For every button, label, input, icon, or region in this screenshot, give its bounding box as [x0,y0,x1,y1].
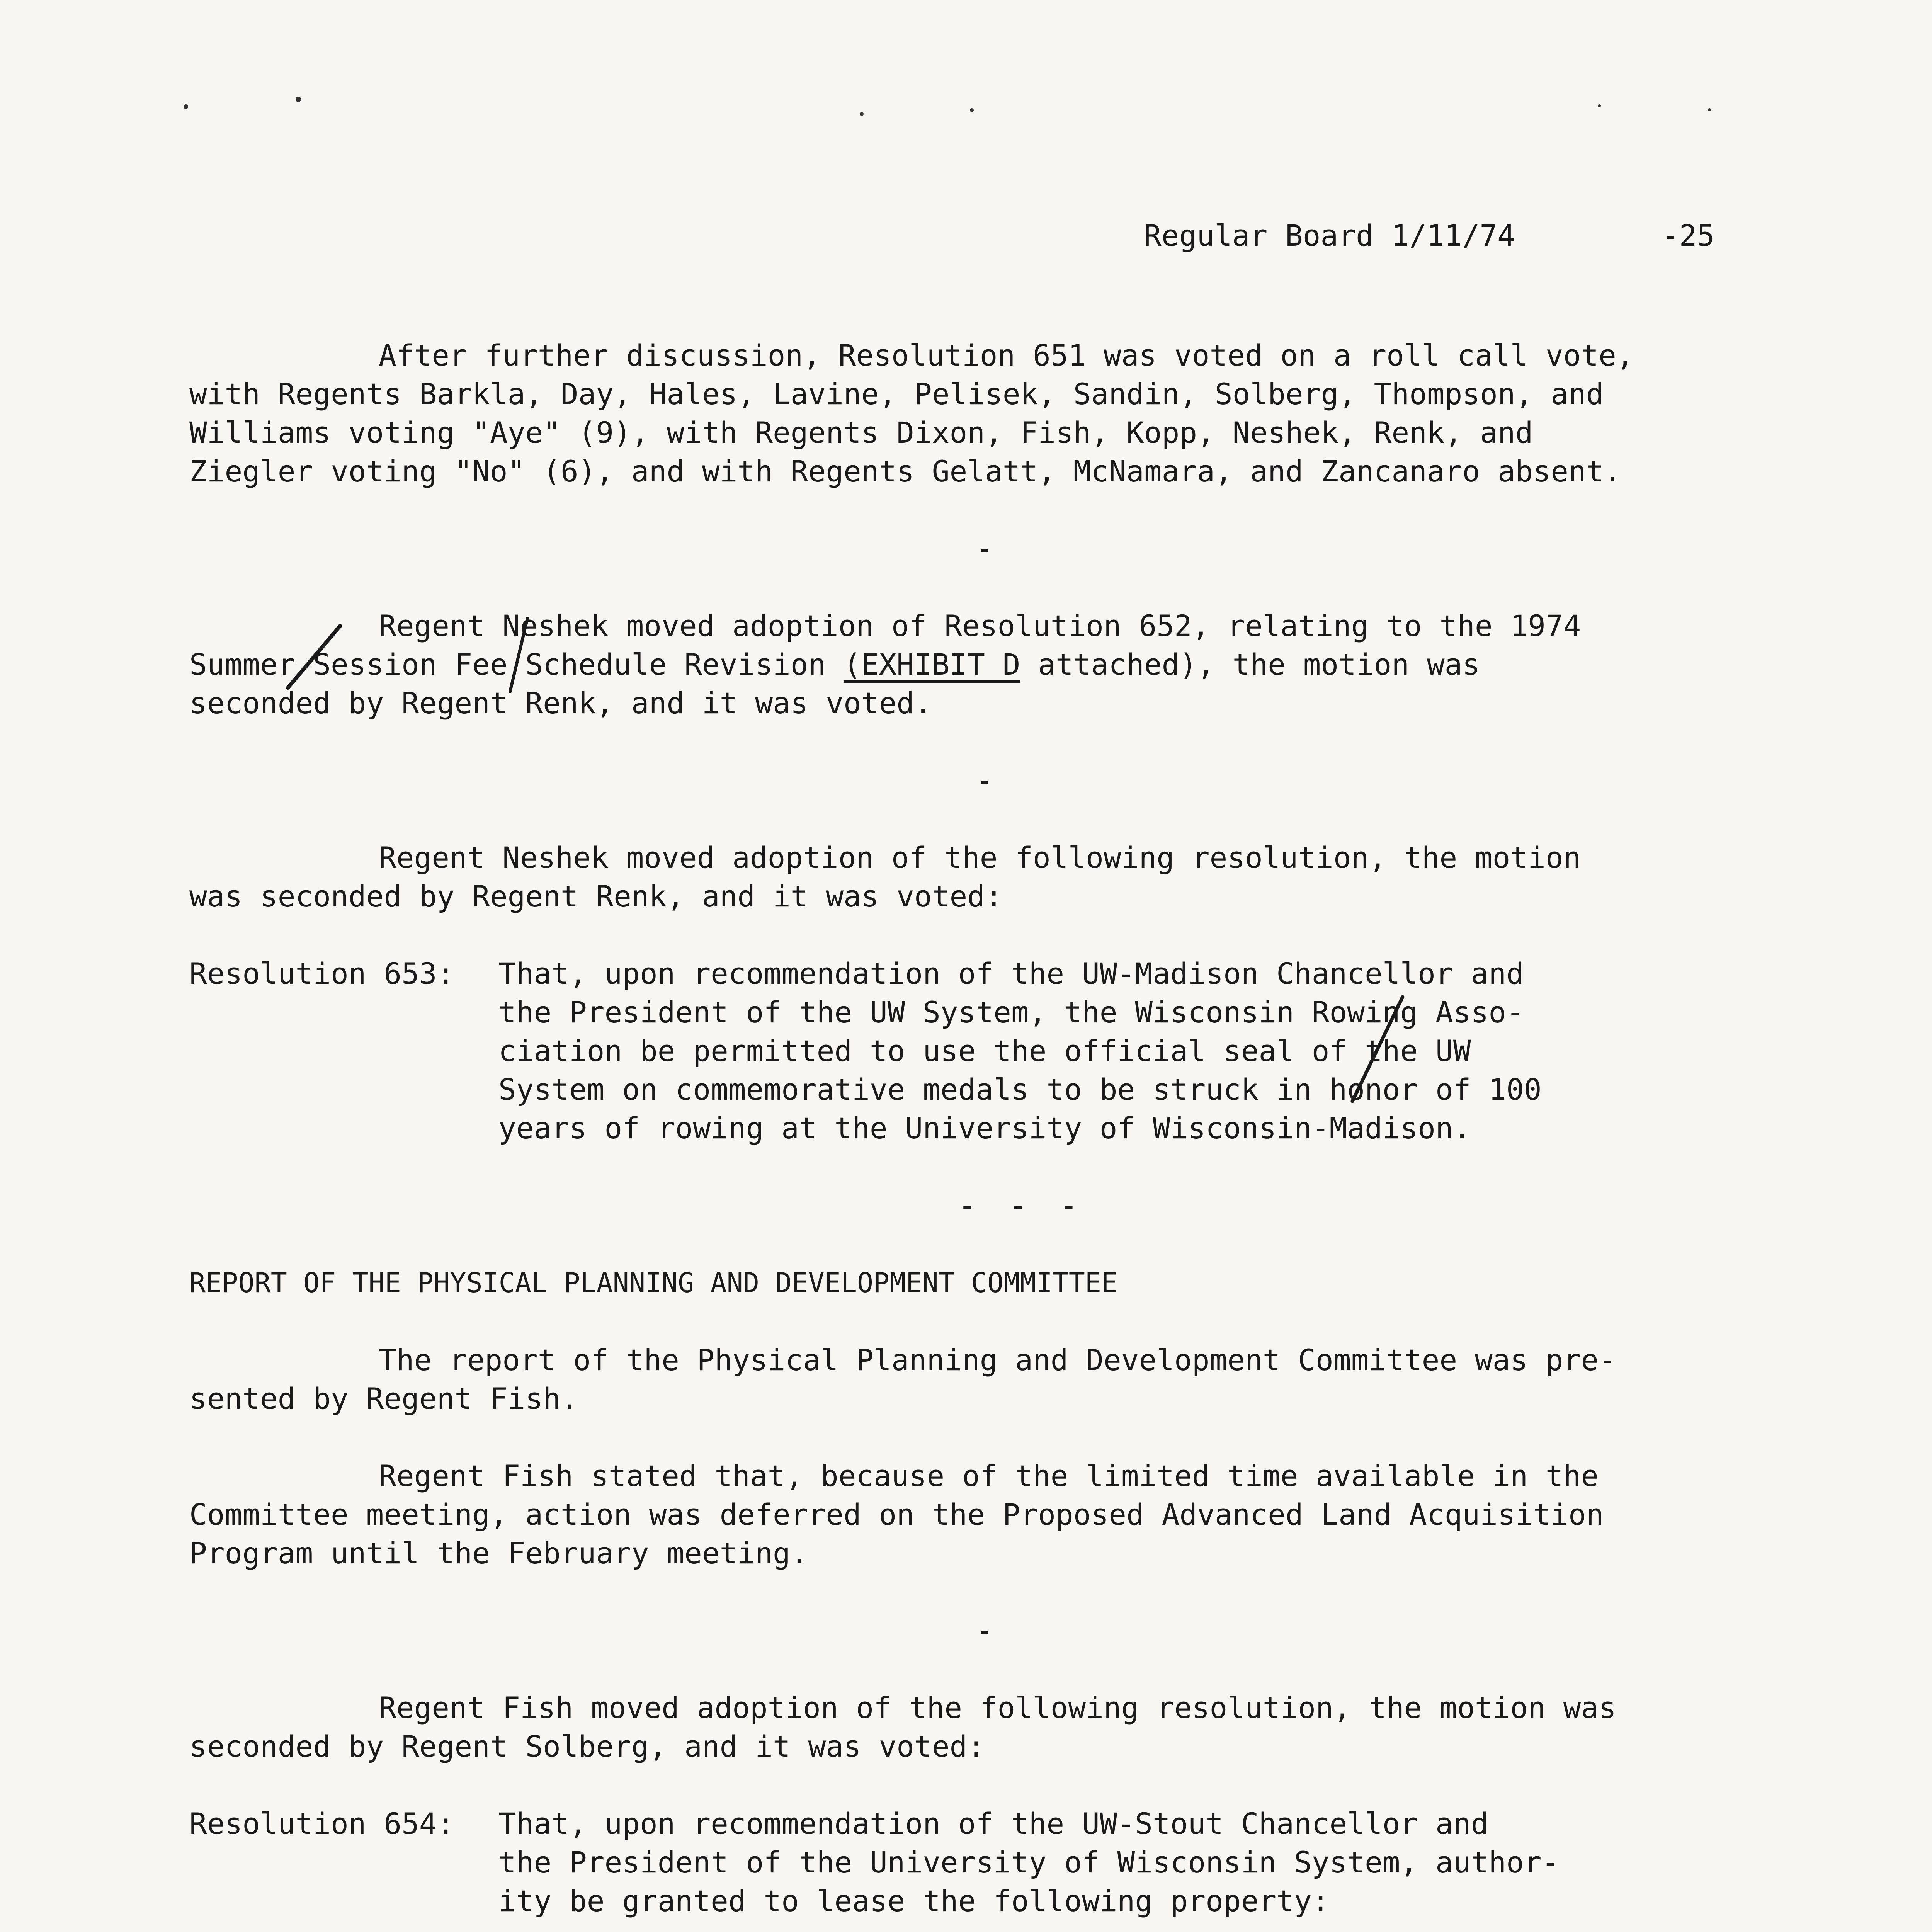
para4-line-1: The report of the Physical Planning and Development Committee was pre- [379,1343,1616,1377]
para6-line-2: seconded by Regent Solberg, and it was voted: [189,1729,985,1764]
para3-line-2: was seconded by Regent Renk, and it was voted: [189,879,1003,913]
resolution-654-line-3: ity be granted to lease the following property: [498,1884,1330,1918]
para5-line-3: Program until the February meeting. [189,1536,808,1570]
speck [1708,108,1711,111]
separator-2: - [976,763,993,798]
page-header-number: -25 [1662,218,1715,253]
resolution-653-line-1: That, upon recommendation of the UW-Madison Chancellor and [498,956,1524,991]
para1-line-1: After further discussion, Resolution 651 was voted on a roll call vote, [379,338,1634,372]
para1-line-3: Williams voting "Aye" (9), with Regents Dixon, Fish, Kopp, Neshek, Renk, and [189,415,1533,450]
separator-1: - [976,531,993,566]
separator-triple: - - - [958,1188,1085,1223]
para5-line-2: Committee meeting, action was deferred on the Proposed Advanced Land Acquisition [189,1497,1604,1532]
para6-line-1: Regent Fish moved adoption of the following resolution, the motion was [379,1690,1616,1725]
para3-line-1: Regent Neshek moved adoption of the following resolution, the motion [379,840,1581,875]
para2-line-2-end: attached), the motion was [1020,647,1480,682]
resolution-654-line-2: the President of the University of Wisconsin System, author- [498,1845,1560,1879]
resolution-654-label: Resolution 654: [189,1806,455,1841]
para1-line-4: Ziegler voting "No" (6), and with Regents Gelatt, McNamara, and Zancanaro absent. [189,454,1622,488]
resolution-653-label: Resolution 653: [189,956,455,991]
para2-line-3: seconded by Regent Renk, and it was voted. [189,686,932,720]
speck [1598,104,1601,107]
speck [296,97,301,102]
check-mark-summer-session [288,626,340,688]
check-mark-neshek [510,618,527,692]
para4-line-2: sented by Regent Fish. [189,1381,578,1416]
resolution-654-line-1: That, upon recommendation of the UW-Stout Chancellor and [498,1806,1489,1841]
speck [970,108,974,112]
check-mark-seal [1352,997,1403,1101]
para1-line-2: with Regents Barkla, Day, Hales, Lavine, Pelisek, Sandin, Solberg, Thompson, and [189,377,1604,411]
para2-line-2-start: Summer Session Fee Schedule Revision [189,647,844,682]
exhibit-d-reference: (EXHIBIT D [843,647,1020,682]
speck [860,112,864,116]
section-heading: REPORT OF THE PHYSICAL PLANNING AND DEVELOPMENT COMMITTEE [189,1267,1118,1299]
separator-3: - [976,1613,993,1648]
resolution-653-line-3: ciation be permitted to use the official seal of the UW [498,1034,1471,1068]
resolution-653-line-2: the President of the UW System, the Wisconsin Rowing Asso- [498,995,1524,1029]
resolution-653-line-5: years of rowing at the University of Wisconsin-Madison. [498,1111,1471,1145]
speck [184,104,188,109]
resolution-653-line-4: System on commemorative medals to be struck in honor of 100 [498,1072,1542,1107]
page-header-title: Regular Board 1/11/74 [1144,218,1515,253]
para2-line-1: Regent Neshek moved adoption of Resolution 652, relating to the 1974 [379,609,1581,643]
para5-line-1: Regent Fish stated that, because of the limited time available in the [379,1459,1599,1493]
